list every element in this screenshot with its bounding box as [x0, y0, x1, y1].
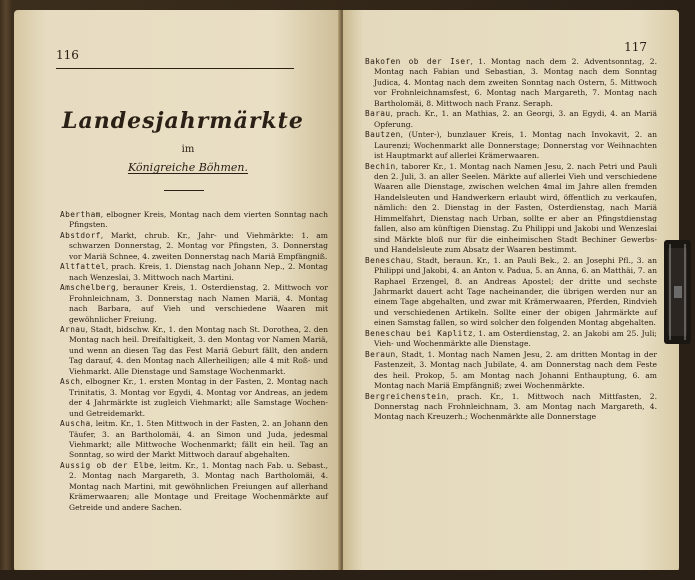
- page-title: Landesjahrmärkte: [62, 108, 304, 134]
- page-number-left: 116: [56, 48, 79, 62]
- binder-clip-icon: [660, 238, 695, 346]
- entry-text: , Stadt, beraun. Kr., 1. an Pauli Bek., 2. an Josephi Pfl., 3. an Philippi und Jakobi, 4. an Anton v. Padua, 5. an Anna, 6. an Matthäi, 7. an Raphael Erzengel, 8. an Andreas Apostel; der dritte und sechste Jahrmarkt dauert acht Tage nacheinander, die übrigen werden nur an einem Tage abgehalten, und zwar mit Krämerwaaren, Pferden, Rindvieh und verschiedenen Artikeln. Sollte einer der obigen Jahrmärkte auf einen Samstag fallen, so wird solcher den folgenden Montag abgehalten.: [374, 255, 657, 328]
- entry-place-name: Abstdorf: [60, 230, 101, 240]
- list-item: [60, 262, 328, 283]
- list-item: [365, 130, 657, 161]
- entry-text: , leitm. Kr., 1. 5ten Mittwoch in der Fasten, 2. an Johann den Täufer, 3. an Bartholomäi, 4. an Simon und Juda, jedesmal Viehmarkt; alle Mittwoche Wochenmarkt; fällt ein heil. Tag an Sonntag, so wird der Markt Mittwoch darauf abgehalten.: [69, 419, 328, 460]
- entry-place-name: Aussig ob der Elbe: [60, 460, 155, 470]
- entry-place-name: Bakofen ob der Iser: [365, 57, 471, 66]
- entry-place-name: Amschelberg: [60, 283, 117, 293]
- list-item: [365, 57, 657, 109]
- header-rule: [56, 68, 294, 69]
- list-item: [60, 377, 328, 419]
- entry-text: , leitm. Kr., 1. Montag nach Fab. u. Sebast., 2. Montag nach Margareth, 3. Montag nach Bartholomäi, 4. Montag nach Martini, mit gewöhnlichen Freiungen auf allerhand Krämerwaaren; alle Montage und Freitage Wochenmärkte auf Getreide und andere Sachen.: [69, 460, 328, 512]
- entry-text: , 1. Montag nach dem 2. Adventsonntag, 2. Montag nach Fabian und Sebastian, 3. Montag nach dem Sonntag Judica, 4. Montag nach dem zweiten Sonntag nach Ostern, 5. Mittwoch vor Frohnleichnamsfest, 6. Montag nach Margareth, 7. Montag nach Bartholomäi, 8. Mittwoch nach Franz. Seraph.: [374, 57, 657, 108]
- title-separator: [164, 190, 204, 191]
- list-item: [60, 461, 328, 513]
- list-item: [365, 350, 657, 392]
- list-item: [365, 392, 657, 423]
- right-page: [343, 10, 679, 572]
- bottom-shadow: [0, 570, 695, 580]
- entry-place-name: Abertham: [60, 210, 101, 219]
- entry-text: , Stadt, 1. Montag nach Namen Jesu, 2. am dritten Montag in der Fastenzeit, 3. Montag nach Jubilate, 4. am Donnerstag nach dem Feste des heil. Prokop, 5. am Montag nach Johanni Enthauptung, 6. am Montag nach Mariä Empfängniß; zwei Wochenmärkte.: [374, 349, 657, 391]
- entry-place-name: Altfattel: [60, 262, 106, 272]
- entry-place-name: Bergreichenstein: [365, 391, 447, 401]
- entry-text: , Markt, chrub. Kr., Jahr- und Viehmärkte: 1. am schwarzen Donnerstag, 2. Montag vor Pfingsten, 3. Donnerstag vor Mariä Schnee, 4. zweiten Donnerstag nach Mariä Empfängniß.: [69, 230, 328, 261]
- list-item: [60, 325, 328, 377]
- list-item: [365, 329, 657, 350]
- entry-text: , prach. Kr., 1. an Mathias, 2. an Georgi, 3. an Egydi, 4. an Mariä Opferung.: [374, 109, 657, 129]
- left-page: [14, 10, 340, 572]
- subtitle-small: im: [181, 144, 195, 155]
- list-item: [60, 231, 328, 262]
- list-item: [365, 256, 657, 329]
- entry-text: , elbogner Kreis, Montag nach dem vierten Sonntag nach Pfingsten.: [69, 210, 328, 230]
- entry-place-name: Beneschau: [365, 255, 411, 265]
- list-item: [60, 419, 328, 461]
- entry-place-name: Barau: [365, 109, 391, 119]
- entry-place-name: Auscha: [60, 419, 91, 429]
- entry-text: , (Unter-), bunzlauer Kreis, 1. Montag nach Invokavit, 2. an Laurenzi; Wochenmarkt alle Donnerstage; Donnerstag vor Weihnachten ist Hauptmarkt auf allerlei Krämerwaaren.: [374, 130, 657, 161]
- list-item: [60, 210, 328, 231]
- page-number-right: 117: [624, 40, 647, 54]
- list-item: [365, 109, 657, 130]
- entry-text: , prach. Kr., 1. Mittwoch nach Mittfasten, 2. Donnerstag nach Frohnleichnam, 3. am Montag nach Margareth, 4. Montag nach Kreuzerh.; Wochenmärkte alle Donnerstage: [374, 391, 657, 422]
- entry-place-name: Bautzen: [365, 130, 401, 140]
- entry-text: , Stadt, bidschw. Kr., 1. den Montag nach St. Dorothea, 2. den Montag nach heil. Dreifaltigkeit, 3. den Montag vor Namen Mariä, und wenn an diesen Tag das Fest Mariä Geburt fällt, den andern Tag darauf, 4. den Montag nach Allerheiligen; alle 4 mit Roß- und Viehmarkt. Alle Dienstage und Samstage Wochenmarkt.: [69, 324, 328, 376]
- list-item: [365, 162, 657, 256]
- left-entries: [60, 210, 328, 513]
- subtitle: Königreiche Böhmen.: [127, 161, 249, 174]
- entry-place-name: Beraun: [365, 349, 396, 359]
- list-item: [60, 283, 328, 325]
- entry-place-name: Asch: [60, 377, 81, 387]
- entry-text: , taborer Kr., 1. Montag nach Namen Jesu, 2. nach Petri und Pauli den 2. Juli, 3. an aller Seelen. Märkte auf allerlei Vieh und verschiedene Waaren alle Dienstage, zwischen welchen 4mal im Jahre allen fremden Handelsleuten und Handwerkern erlaubt wird, öffentlich zu verkaufen, nämlich: den 2. Dienstag in der Fasten, Osterdienstag, nach Mariä Himmelfahrt, Dienstag nach Urban, sollte er aber an Pfingstdienstag fallen, also am künftigen Dienstag. Zu Philippi und Jakobi und Wenzeslai sind Märkte bloß nur für die einheimischen Stadt Bechiner Gewerbs- und Handelsleute zum Absatz der Waaren bestimmt.: [374, 161, 657, 255]
- entry-place-name: Beneschau bei Kaplitz: [365, 328, 473, 338]
- right-entries: [365, 57, 657, 423]
- entry-text: , prach. Kreis, 1. Dienstag nach Johann Nep., 2. Montag nach Wenzeslai, 3. Mittwoch nach Martini.: [69, 262, 328, 282]
- entry-place-name: Arnau: [60, 324, 86, 334]
- entry-text: , berauner Kreis, 1. Osterdienstag, 2. Mittwoch vor Frohnleichnam, 3. Donnerstag nach Namen Mariä, 4. Montag nach Barbara, auf Vieh und verschiedene Waaren mit gewöhnlicher Freiung.: [69, 283, 328, 324]
- entry-text: , 1. am Osterdienstag, 2. an Jakobi am 25. Juli; Vieh- und Wochenmärkte alle Dienstage.: [374, 328, 657, 349]
- entry-text: , elbogner Kr., 1. ersten Montag in der Fasten, 2. Montag nach Trinitatis, 3. Montag vor Egydi, 4. Montag vor Andreas, an jedem der 4 Jahrmärkte ist zugleich Viehmarkt; alle Samstage Wochen- und Getreidemarkt.: [69, 377, 328, 418]
- entry-place-name: Bechin: [365, 161, 396, 171]
